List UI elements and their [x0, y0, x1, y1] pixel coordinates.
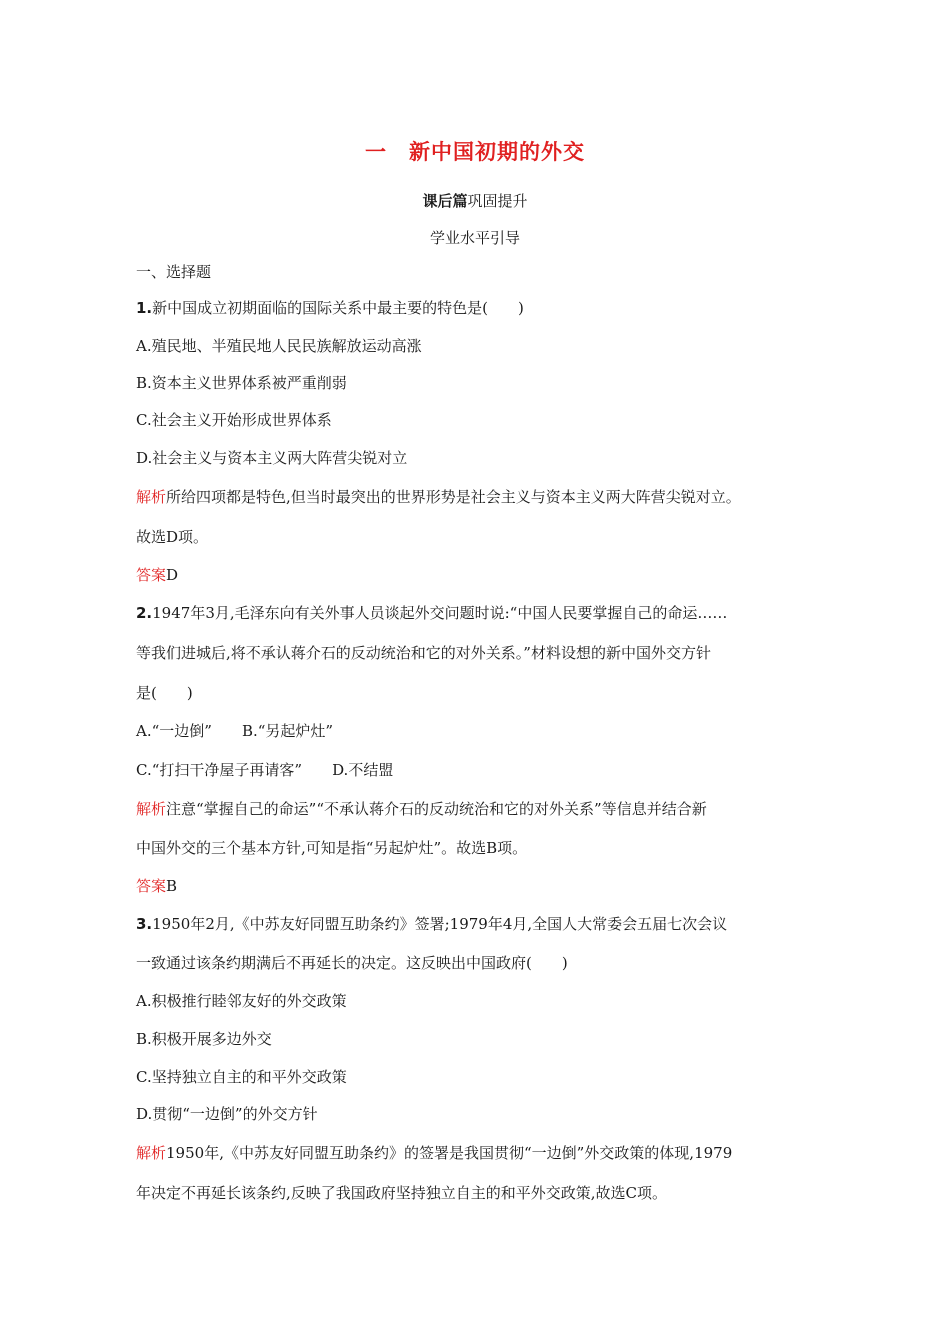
question-1-text: 新中国成立初期面临的国际关系中最主要的特色是( ): [152, 299, 524, 317]
question-2-option-d: D.不结盟: [332, 761, 394, 779]
question-2-option-a: A.“一边倒”: [136, 722, 212, 740]
question-3-option-a: A.积极推行睦邻友好的外交政策: [136, 992, 347, 1010]
question-2-option-c: C.“打扫干净屋子再请客”: [136, 761, 303, 779]
question-3-option-d: D.贯彻“一边倒”的外交方针: [136, 1105, 318, 1123]
question-1-answer: [136, 565, 178, 585]
question-3-stem: 3.1950年2月,《中苏友好同盟互助条约》签署;1979年4月,全国人大常委会五届七次会议: [136, 915, 728, 933]
level-heading: 学业水平引导: [429, 229, 520, 247]
heading-rest: 巩固提升: [467, 192, 528, 210]
answer-value: B: [166, 877, 178, 895]
analysis-label: 解析: [136, 800, 167, 818]
question-1-analysis-cont: 故选D项。: [136, 528, 209, 546]
question-3-option-b: B.积极开展多边外交: [136, 1030, 272, 1048]
question-3-option-c: C.坚持独立自主的和平外交政策: [136, 1068, 347, 1086]
question-type-heading: 一、选择题: [136, 263, 212, 281]
question-3-analysis: 解析1950年,《中苏友好同盟互助条约》的签署是我国贯彻“一边倒”外交政策的体现,1979: [136, 1144, 733, 1162]
question-3-analysis-cont: 年决定不再延长该条约,反映了我国政府坚持独立自主的和平外交政策,故选C项。: [136, 1184, 668, 1202]
answer-label: 答案: [136, 877, 167, 895]
section-heading: [0, 190, 950, 211]
question-1-option-d: D.社会主义与资本主义两大阵营尖锐对立: [136, 449, 408, 467]
answer-value: D: [166, 566, 179, 584]
question-2-options-row-1: [136, 721, 333, 741]
analysis-label: 解析: [136, 488, 167, 506]
question-1-option-a: A.殖民地、半殖民地人民民族解放运动高涨: [136, 337, 422, 355]
question-1-option-c: C.社会主义开始形成世界体系: [136, 411, 332, 429]
answer-label: 答案: [136, 566, 167, 584]
question-2-stem: 2.1947年3月,毛泽东向有关外事人员谈起外交问题时说:“中国人民要掌握自己的命运……: [136, 604, 728, 622]
question-2-stem-cont: 等我们进城后,将不承认蒋介石的反动统治和它的对外关系。”材料设想的新中国外交方针: [136, 644, 711, 662]
analysis-label: 解析: [136, 1144, 167, 1162]
page-title: 一 新中国初期的外交: [365, 140, 585, 164]
question-2-analysis: 解析注意“掌握自己的命运”“不承认蒋介石的反动统治和它的对外关系”等信息并结合新: [136, 800, 707, 818]
heading-bold: 课后篇: [422, 192, 468, 210]
question-2-analysis-cont: 中国外交的三个基本方针,可知是指“另起炉灶”。故选B项。: [136, 839, 528, 857]
question-1-option-b: B.资本主义世界体系被严重削弱: [136, 374, 347, 392]
question-1-number: 1.: [136, 299, 153, 317]
question-3-number: 3.: [136, 915, 153, 933]
question-2-option-b: B.“另起炉灶”: [241, 722, 334, 740]
question-1-stem: [136, 298, 524, 318]
question-2-options-row-2: [136, 760, 393, 780]
question-1-analysis: 解析所给四项都是特色,但当时最突出的世界形势是社会主义与资本主义两大阵营尖锐对立。: [136, 488, 741, 506]
question-3-stem-cont: 一致通过该条约期满后不再延长的决定。这反映出中国政府( ): [136, 954, 568, 972]
question-2-stem-end: 是( ): [136, 684, 193, 702]
question-2-answer: [136, 876, 177, 896]
question-2-number: 2.: [136, 604, 153, 622]
